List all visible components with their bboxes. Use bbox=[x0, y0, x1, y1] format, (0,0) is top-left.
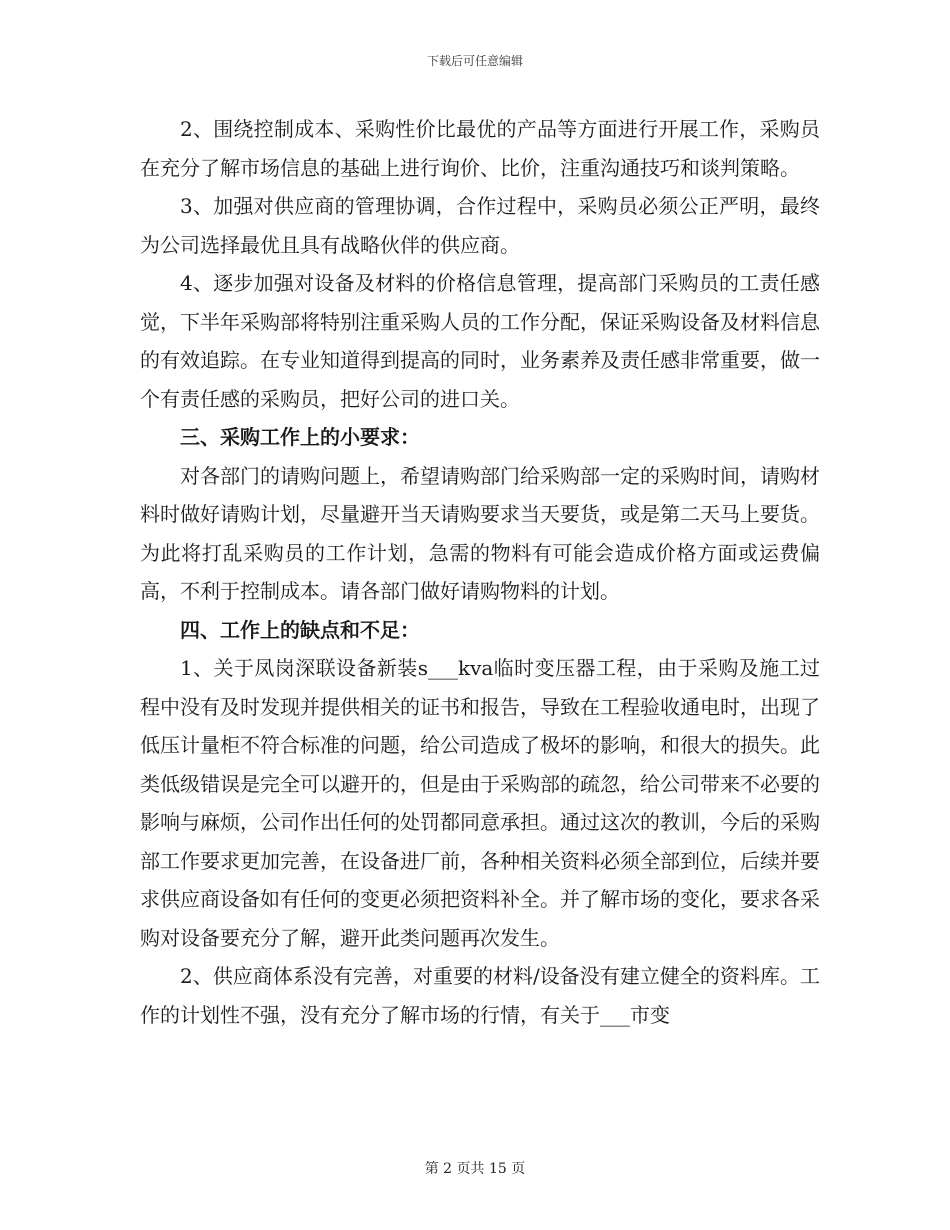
paragraph-purchase-requirements: 对各部门的请购问题上，希望请购部门给采购部一定的采购时间，请购材料时做好请购计划，尽量避开当天请购要求当天要货，或是第二天马上要货。为此将打乱采购员的工作计划，急需的物料有可能会造成价格方面或运费偏高，不利于控制成本。请各部门做好请购物料的计划。 bbox=[140, 463, 820, 603]
paragraph-item-2: 2、围绕控制成本、采购性价比最优的产品等方面进行开展工作，采购员在充分了解市场信息的基础上进行询价、比价，注重沟通技巧和谈判策略。 bbox=[140, 117, 820, 180]
document-body bbox=[140, 110, 820, 1034]
paragraph-shortcoming-2: 2、供应商体系没有完善，对重要的材料/设备没有建立健全的资料库。工作的计划性不强，没有充分了解市场的行情，有关于___市变 bbox=[140, 964, 820, 1027]
section-heading-4: 四、工作上的缺点和不足： bbox=[180, 617, 420, 642]
page-header-note: 下载后可任意编辑 bbox=[426, 54, 523, 68]
paragraph-item-3: 3、加强对供应商的管理协调，合作过程中，采购员必须公正严明，最终为公司选择最优且具有战略伙伴的供应商。 bbox=[140, 194, 820, 257]
paragraph-shortcoming-1: 1、关于凤岗深联设备新装s___kva临时变压器工程，由于采购及施工过程中没有及时发现并提供相关的证书和报告，导致在工程验收通电时，出现了低压计量柜不符合标准的问题，给公司造成了极坏的影响，和很大的损失。此类低级错误是完全可以避开的，但是由于采购部的疏忽，给公司带来不必要的影响与麻烦，公司作出任何的处罚都同意承担。通过这次的教训，今后的采购部工作要求更加完善，在设备进厂前，各种相关资料必须全部到位，后续并要求供应商设备如有任何的变更必须把资料补全。并了解市场的变化，要求各采购对设备要充分了解，避开此类问题再次发生。 bbox=[140, 656, 820, 950]
page-number: 第 2 页共 15 页 bbox=[424, 1161, 526, 1177]
section-heading-3: 三、采购工作上的小要求： bbox=[180, 425, 420, 449]
paragraph-item-4: 4、逐步加强对设备及材料的价格信息管理，提高部门采购员的工责任感觉，下半年采购部将特别注重采购人员的工作分配，保证采购设备及材料信息的有效追踪。在专业知道得到提高的同时，业务素养及责任感非常重要，做一个有责任感的采购员，把好公司的进口关。 bbox=[140, 271, 820, 411]
